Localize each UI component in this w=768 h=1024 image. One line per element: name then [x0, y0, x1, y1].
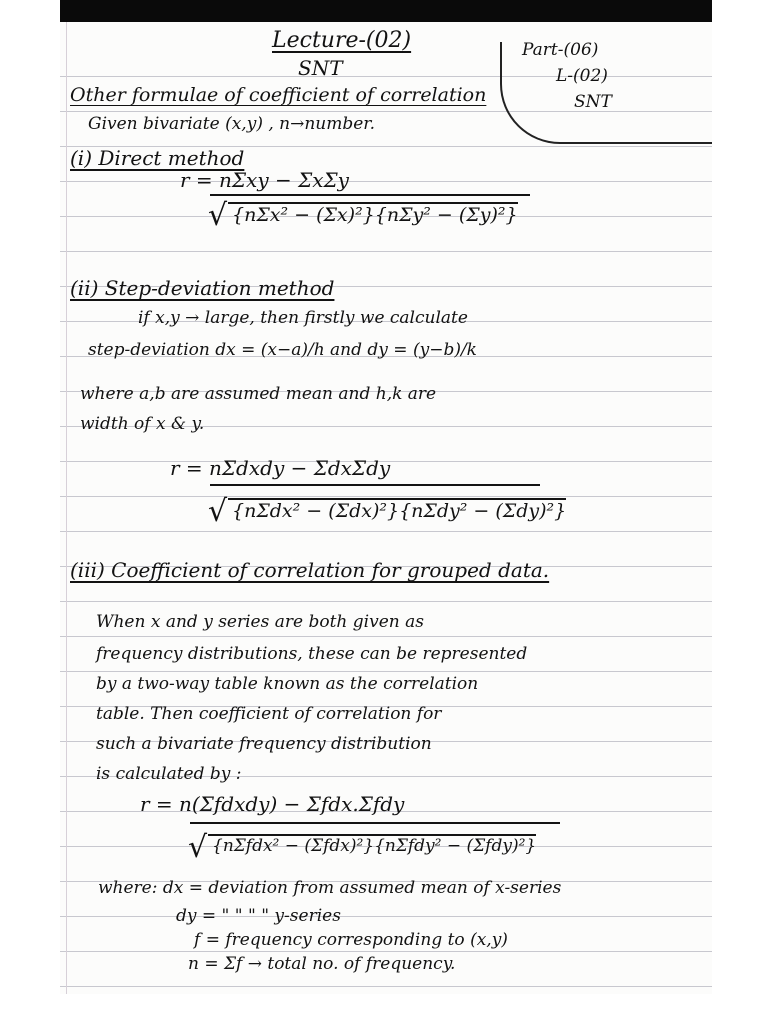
where-line-4: n = Σf → total no. of frequency. — [188, 954, 456, 974]
method2-fraction-bar — [210, 484, 540, 486]
method2-denominator: √ {nΣdx² − (Σdx)²}{nΣdy² − (Σdy)²} — [228, 498, 566, 522]
method3-denominator: √ {nΣfdx² − (Σfdx)²}{nΣfdy² − (Σfdy)²} — [208, 834, 536, 856]
where-line-2: dy = " " " " y-series — [176, 906, 341, 926]
lecture-subtitle: SNT — [298, 56, 343, 80]
intro-heading: Other formulae of coefficient of correlation — [70, 84, 487, 106]
method2-line4: width of x & y. — [80, 414, 205, 434]
bottom-edge — [60, 994, 712, 1024]
method1-numerator: r = nΣxy − ΣxΣy — [180, 168, 349, 192]
method1-fraction-bar — [210, 194, 530, 196]
method2-heading: (ii) Step-deviation method — [70, 276, 335, 300]
page-margin-line — [66, 22, 67, 994]
method1-denominator: √ {nΣx² − (Σx)²}{nΣy² − (Σy)²} — [228, 202, 518, 226]
method1-heading: (i) Direct method — [70, 146, 245, 170]
left-margin-background — [0, 0, 60, 1024]
method2-line2: step-deviation dx = (x−a)/h and dy = (y−b)/k — [88, 340, 477, 360]
method3-fraction-bar — [190, 822, 560, 824]
method2-line1: if x,y → large, then firstly we calculate — [138, 308, 468, 328]
method2-line3: where a,b are assumed mean and h,k are — [80, 384, 437, 404]
method3-paragraph-5: such a bivariate frequency distribution — [96, 734, 432, 754]
method3-heading: (iii) Coefficient of correlation for grouped data. — [70, 558, 550, 582]
tag-part: Part-(06) — [522, 40, 599, 60]
tag-subject: SNT — [574, 92, 612, 112]
method3-paragraph-3: by a two-way table known as the correlation — [96, 674, 479, 694]
tag-lecture: L-(02) — [556, 66, 608, 86]
intro-given: Given bivariate (x,y) , n→number. — [88, 114, 375, 134]
notebook-page — [60, 22, 712, 994]
method3-paragraph-4: table. Then coefficient of correlation for — [96, 704, 442, 724]
where-line-3: f = frequency corresponding to (x,y) — [194, 930, 508, 950]
where-line-1: where: dx = deviation from assumed mean of x-series — [98, 878, 562, 898]
method3-paragraph-1: When x and y series are both given as — [96, 612, 424, 632]
top-edge — [0, 0, 768, 22]
method2-numerator: r = nΣdxdy − ΣdxΣdy — [170, 456, 391, 480]
lecture-title: Lecture-(02) — [272, 28, 412, 53]
right-margin-background — [712, 0, 768, 1024]
method3-paragraph-2: frequency distributions, these can be represented — [96, 644, 528, 664]
method3-numerator: r = n(Σfdxdy) − Σfdx.Σfdy — [140, 792, 405, 816]
method3-paragraph-6: is calculated by : — [96, 764, 242, 784]
